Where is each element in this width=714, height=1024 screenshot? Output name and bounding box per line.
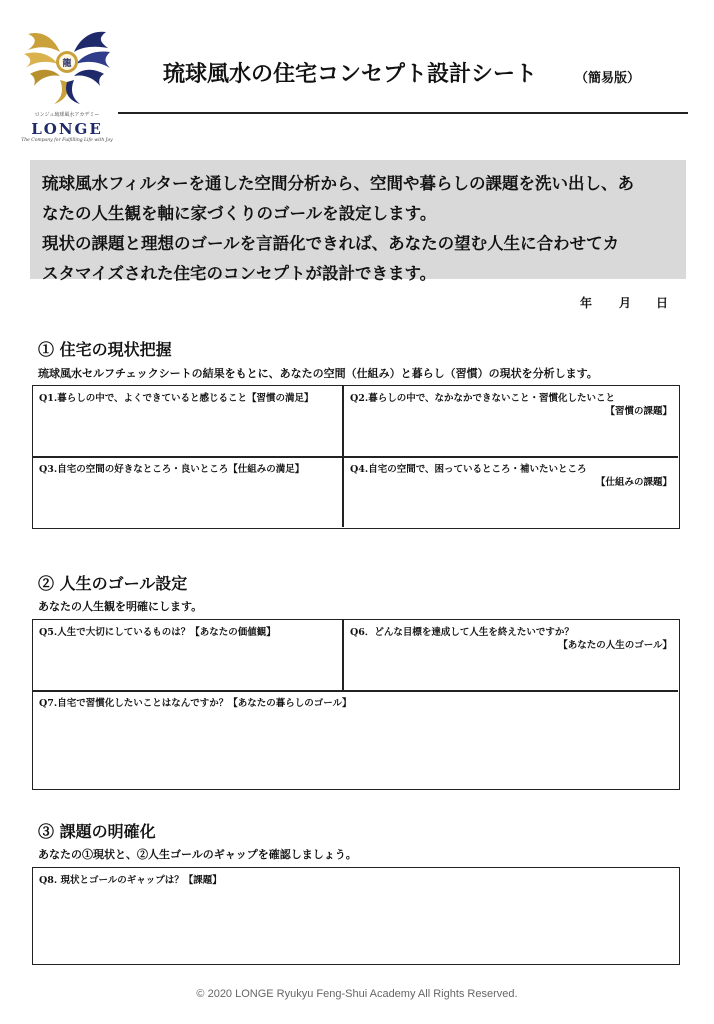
q6-tag: 【あなたの人生のゴール】 <box>558 640 672 651</box>
q8-label: Q8. 現状とゴールのギャップは？【課題】 <box>39 875 222 886</box>
date-month: 月 <box>619 296 632 310</box>
logo-name: LONGE <box>31 120 103 138</box>
intro-line: 現状の課題と理想のゴールを言語化できれば、あなたの望む人生に合わせてカ <box>42 234 620 253</box>
intro-line: なたの人生観を軸に家づくりのゴールを設定します。 <box>42 204 437 223</box>
svg-text:龍: 龍 <box>62 59 72 69</box>
longe-logo <box>20 24 114 143</box>
section3-desc: あなたの①現状と、②人生ゴールのギャップを確認しましょう。 <box>38 848 357 861</box>
q3-label: Q3.自宅の空間の好きなところ・良いところ【仕組みの満足】 <box>39 464 305 475</box>
title-divider <box>118 112 688 114</box>
section3-grid <box>32 867 680 965</box>
q4-field[interactable] <box>344 457 678 527</box>
q5-field[interactable] <box>33 620 343 690</box>
date-year: 年 <box>580 296 593 310</box>
q6-label: Q6．どんな目標を達成して人生を終えたいですか？ <box>350 627 574 638</box>
section2-title: ② 人生のゴール設定 <box>38 574 188 593</box>
q2-field[interactable] <box>344 386 678 456</box>
page-title: 琉球風水の住宅コンセプト設計シート <box>163 61 538 87</box>
section1-grid <box>32 385 680 529</box>
q4-label: Q4.自宅の空間で、困っているところ・補いたいところ <box>350 464 587 475</box>
q7-label: Q7.自宅で習慣化したいことはなんですか？【あなたの暮らしのゴール】 <box>39 698 352 709</box>
q1-label: Q1.暮らしの中で、よくできていると感じること【習慣の満足】 <box>39 393 314 404</box>
logo-subtitle: ロンジュ琉球風水アカデミー <box>34 112 100 118</box>
phoenix-emblem-icon <box>20 24 114 112</box>
logo-tagline: The Company for Fulfilling Life with Joy <box>21 138 113 143</box>
section2-desc: あなたの人生観を明確にします。 <box>38 600 203 613</box>
date-day: 日 <box>656 296 669 310</box>
section1-title: ① 住宅の現状把握 <box>38 340 172 359</box>
q1-field[interactable] <box>33 386 343 456</box>
section2-grid <box>32 619 680 790</box>
intro-line: 琉球風水フィルターを通した空間分析から、空間や暮らしの課題を洗い出し、あ <box>42 174 635 193</box>
q4-tag: 【仕組みの課題】 <box>595 477 672 488</box>
q6-field[interactable] <box>344 620 678 690</box>
q8-field[interactable] <box>33 868 678 963</box>
section3-title: ③ 課題の明確化 <box>38 822 156 841</box>
q3-field[interactable] <box>33 457 343 527</box>
q5-label: Q5.人生で大切にしているものは？【あなたの価値観】 <box>39 627 276 638</box>
intro-line: スタマイズされた住宅のコンセプトが設計できます。 <box>42 264 437 283</box>
q2-tag: 【習慣の課題】 <box>605 406 672 417</box>
section1-desc: 琉球風水セルフチェックシートの結果をもとに、あなたの空間（仕組み）と暮らし（習慣）の現状を分析します。 <box>38 367 598 380</box>
copyright-footer: © 2020 LONGE Ryukyu Feng-Shui Academy All Rights Reserved. <box>196 988 518 1000</box>
q7-field[interactable] <box>33 691 678 788</box>
intro-box <box>30 160 686 283</box>
q2-label: Q2.暮らしの中で、なかなかできないこと・習慣化したいこと <box>350 393 616 404</box>
edition-label: （簡易版） <box>575 71 641 86</box>
